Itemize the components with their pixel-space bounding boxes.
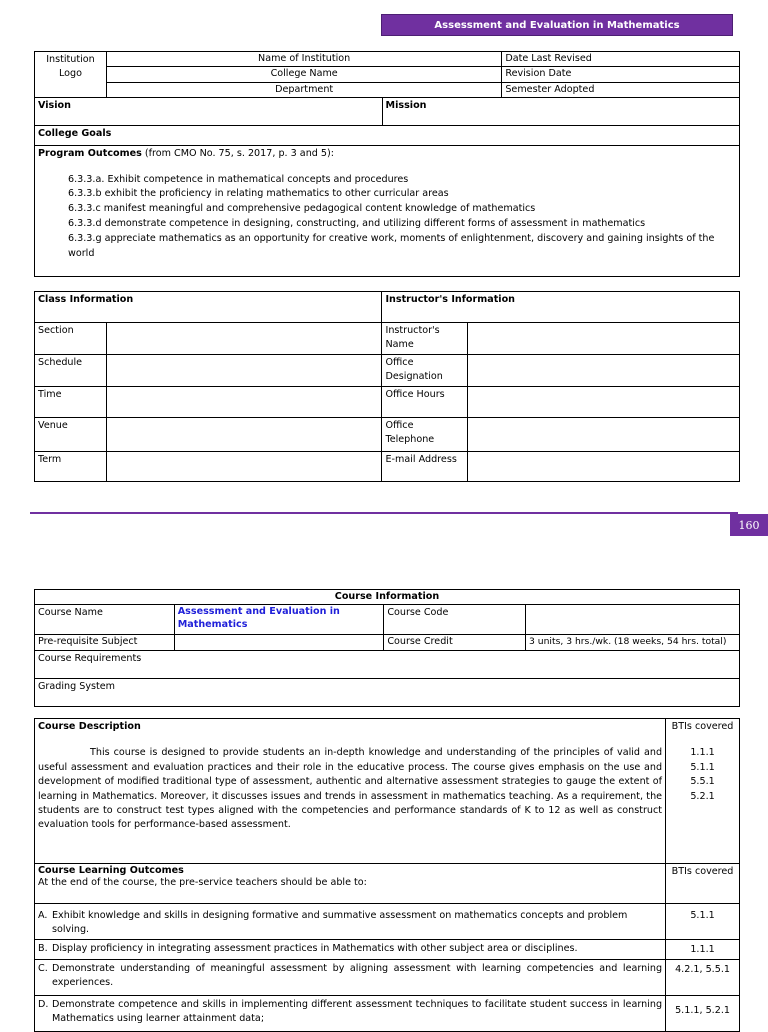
class-row-label: Section <box>35 323 107 355</box>
outcome-btis: 5.1.1, 5.2.1 <box>666 995 740 1031</box>
outcome-letter: D. <box>38 998 49 1010</box>
course-info-table <box>34 589 740 707</box>
learning-outcome-item <box>35 939 666 959</box>
program-outcome-item: 6.3.3.a. Exhibit competence in mathematical concepts and procedures <box>68 173 409 185</box>
semester-adopted: Semester Adopted <box>502 82 740 97</box>
class-row-label: Term <box>35 451 107 481</box>
instructor-row-value <box>468 386 740 417</box>
grading-system-label: Grading System <box>35 678 740 706</box>
instructor-row-value <box>468 417 740 451</box>
instructor-row-label: Office Telephone <box>382 417 468 451</box>
class-row-value <box>106 417 382 451</box>
course-code-value <box>526 605 740 635</box>
prerequisite-value <box>174 635 384 650</box>
program-outcomes <box>35 146 740 277</box>
outcome-btis: 5.1.1 <box>666 904 740 940</box>
course-code-label: Course Code <box>384 605 526 635</box>
institution-name: Name of Institution <box>106 52 501 67</box>
class-row-value <box>106 354 382 386</box>
prerequisite-label: Pre-requisite Subject <box>35 635 175 650</box>
college-goals-label: College Goals <box>35 126 740 146</box>
class-row-value <box>106 386 382 417</box>
btis-value: 5.1.1 <box>690 761 715 773</box>
outcome-text: Demonstrate competence and skills in implementing different assessment techniques to facilitate student success in learning Mathematics using learner attainment data; <box>52 998 663 1025</box>
class-info-table <box>34 291 740 482</box>
course-name-value: Assessment and Evaluation in Mathematics <box>174 605 384 635</box>
course-credit-label: Course Credit <box>384 635 526 650</box>
btis-value: 5.5.1 <box>690 776 715 788</box>
date-last-revised: Date Last Revised <box>502 52 740 67</box>
course-requirements-label: Course Requirements <box>35 650 740 678</box>
outcome-letter: C. <box>38 962 48 974</box>
learning-outcomes-btis-label: BTIs covered <box>666 864 740 904</box>
page-divider <box>30 512 738 514</box>
program-outcomes-source: (from CMO No. 75, s. 2017, p. 3 and 5): <box>141 148 334 160</box>
class-row-label: Schedule <box>35 354 107 386</box>
institution-logo: Institution Logo <box>46 54 95 80</box>
course-description-title: Course Description <box>38 721 141 732</box>
course-description-table <box>34 718 740 1032</box>
institution-logo-cell <box>35 52 107 98</box>
course-description-text: This course is designed to provide students an in-depth knowledge and understanding of the principles of valid and useful assessment and evaluation practices and their role in the educative process. The course gives emphasis on the use and development of modified traditional type of assessment, authentic and alternative assessment strategies to gauge the extent of learning in Mathematics. Moreover, it discusses issues and trends in assessment in mathematics teaching. As a requirement, the students are to construct test types aligned with the competencies and performance standards of K to 12 as well as construct evaluation tools for performance-based assessment. <box>38 747 663 831</box>
class-row-label: Venue <box>35 417 107 451</box>
program-outcome-item: 6.3.3.b exhibit the proficiency in relating mathematics to other curricular areas <box>68 188 449 200</box>
class-information-title: Class Information <box>35 292 382 323</box>
program-outcomes-label: Program Outcomes <box>38 148 142 160</box>
learning-outcomes-intro: At the end of the course, the pre-service teachers should be able to: <box>38 877 367 889</box>
instructor-row-label: Instructor's Name <box>382 323 468 355</box>
program-outcome-item: 6.3.3.d demonstrate competence in designing, constructing, and utilizing different forms of assessment in mathematics <box>68 218 646 230</box>
instructor-information-title: Instructor's Information <box>382 292 740 323</box>
institution-table <box>34 51 740 277</box>
instructor-row-value <box>468 354 740 386</box>
vision-label: Vision <box>35 98 383 126</box>
btis-covered-label: BTIs covered <box>671 721 734 732</box>
college-name: College Name <box>106 67 501 82</box>
program-outcomes-list <box>68 173 736 262</box>
outcome-text: Display proficiency in integrating assessment practices in Mathematics with other subject area or disciplines. <box>52 942 578 954</box>
learning-outcomes-title: Course Learning Outcomes <box>38 865 184 876</box>
class-row-value <box>106 451 382 481</box>
outcome-btis: 4.2.1, 5.5.1 <box>666 959 740 995</box>
page-header-banner: Assessment and Evaluation in Mathematics <box>381 14 733 36</box>
instructor-row-value <box>468 323 740 355</box>
learning-outcome-item <box>35 995 666 1031</box>
btis-value: 5.2.1 <box>690 790 715 802</box>
instructor-row-label: Office Hours <box>382 386 468 417</box>
revision-date: Revision Date <box>502 67 740 82</box>
program-outcome-item: 6.3.3.c manifest meaningful and comprehensive pedagogical content knowledge of mathematics <box>68 203 536 215</box>
course-information-title: Course Information <box>35 590 740 605</box>
instructor-row-label: Office Designation <box>382 354 468 386</box>
outcome-btis: 1.1.1 <box>666 939 740 959</box>
outcome-letter: A. <box>38 910 48 921</box>
course-description <box>35 719 666 864</box>
department: Department <box>106 82 501 97</box>
outcome-text: Exhibit knowledge and skills in designing formative and summative assessment on mathematics concepts and problem solving. <box>52 910 628 936</box>
course-name-label: Course Name <box>35 605 175 635</box>
instructor-row-label: E-mail Address <box>382 451 468 481</box>
learning-outcome-item <box>35 904 666 940</box>
course-credit-value: 3 units, 3 hrs./wk. (18 weeks, 54 hrs. total) <box>526 635 740 650</box>
instructor-row-value <box>468 451 740 481</box>
class-row-label: Time <box>35 386 107 417</box>
class-row-value <box>106 323 382 355</box>
btis-value: 1.1.1 <box>690 747 715 759</box>
learning-outcome-item <box>35 959 666 995</box>
outcome-letter: B. <box>38 942 48 954</box>
mission-label: Mission <box>382 98 739 126</box>
page-number: 160 <box>730 514 768 536</box>
outcome-text: Demonstrate understanding of meaningful assessment by aligning assessment with learning competencies and learning experiences. <box>52 962 663 989</box>
program-outcome-item: 6.3.3.g appreciate mathematics as an opportunity for creative work, moments of enlightenment, discovery and gaining insights of the world <box>68 233 715 259</box>
learning-outcomes-header <box>35 864 666 904</box>
description-btis <box>666 719 740 864</box>
